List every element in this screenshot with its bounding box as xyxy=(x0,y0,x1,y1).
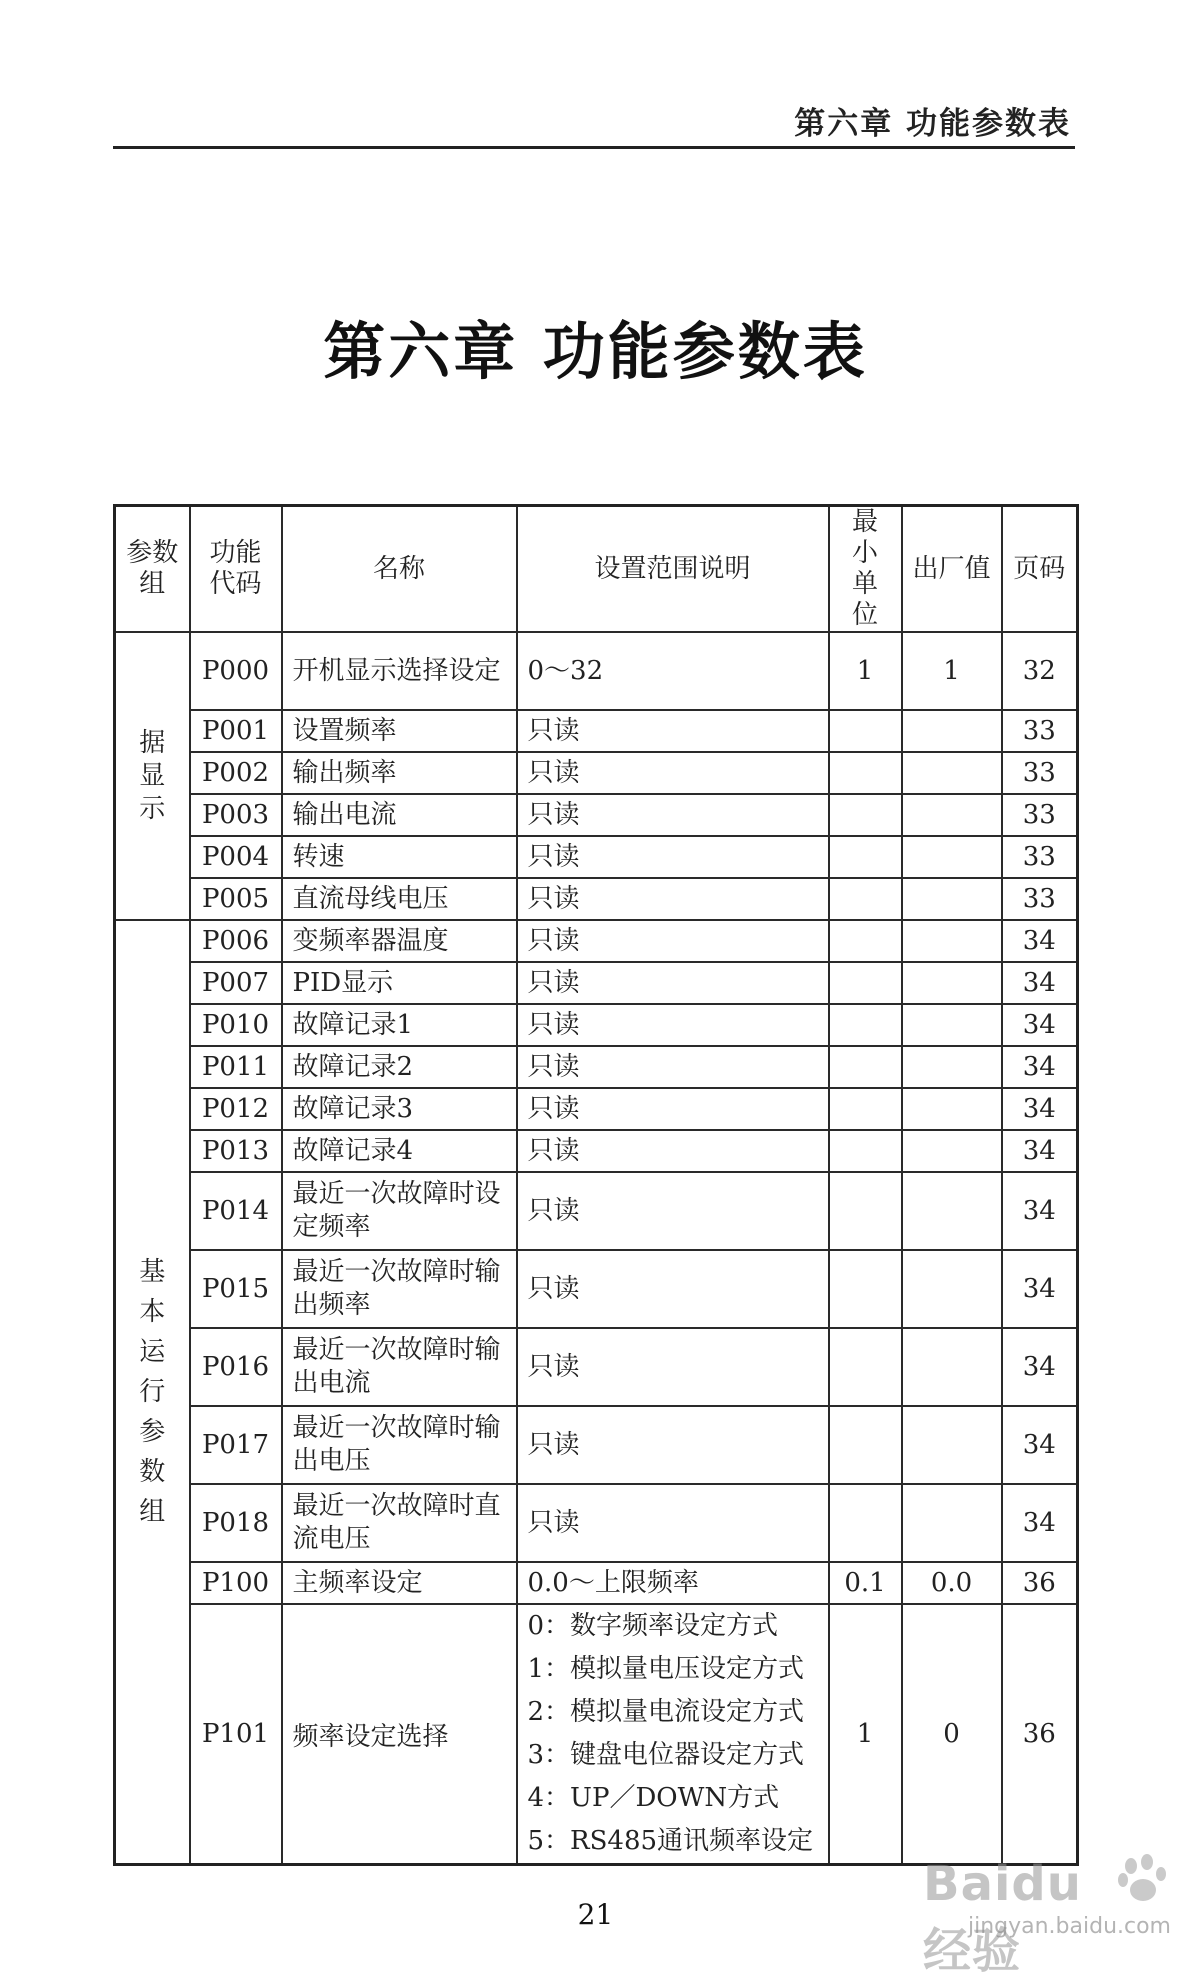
default-cell xyxy=(902,1130,1002,1172)
range-cell: 只读 xyxy=(517,836,829,878)
default-cell xyxy=(902,1250,1002,1328)
min-unit-cell xyxy=(829,1406,902,1484)
header-group: 参数组 xyxy=(115,506,190,633)
header-name: 名称 xyxy=(282,506,517,633)
paw-icon xyxy=(1113,1850,1173,1910)
chapter-title: 第六章 功能参数表 xyxy=(323,315,868,388)
default-cell xyxy=(902,1406,1002,1484)
default-cell xyxy=(902,836,1002,878)
min-unit-cell xyxy=(829,1172,902,1250)
table-row xyxy=(115,1484,1078,1562)
name-cell: 故障记录3 xyxy=(282,1088,517,1130)
table-row xyxy=(115,1088,1078,1130)
code-cell: P018 xyxy=(190,1484,282,1562)
name-cell: 变频率器温度 xyxy=(282,920,517,962)
page-cell: 36 xyxy=(1002,1562,1078,1604)
min-unit-cell xyxy=(829,1130,902,1172)
code-cell: P006 xyxy=(190,920,282,962)
table-row xyxy=(115,878,1078,920)
page-cell: 34 xyxy=(1002,1130,1078,1172)
table-row xyxy=(115,752,1078,794)
min-unit-cell xyxy=(829,962,902,1004)
code-cell: P002 xyxy=(190,752,282,794)
name-cell: 最近一次故障时直流电压 xyxy=(282,1484,517,1562)
page-cell: 34 xyxy=(1002,1088,1078,1130)
header-rule xyxy=(113,146,1075,149)
table-row xyxy=(115,920,1078,962)
group-label-display: 据显示 xyxy=(139,727,166,824)
default-cell xyxy=(902,1172,1002,1250)
range-cell: 只读 xyxy=(517,752,829,794)
header-default: 出厂值 xyxy=(902,506,1002,633)
default-cell: 0.0 xyxy=(902,1562,1002,1604)
min-unit-cell xyxy=(829,920,902,962)
table-row xyxy=(115,794,1078,836)
range-option: 4：UP／DOWN方式 xyxy=(527,1783,780,1813)
code-cell: P017 xyxy=(190,1406,282,1484)
default-cell xyxy=(902,1484,1002,1562)
range-cell: 只读 xyxy=(517,920,829,962)
page-number: 21 xyxy=(577,1898,614,1931)
header-page: 页码 xyxy=(1002,506,1078,633)
range-cell: 只读 xyxy=(517,1328,829,1406)
watermark-url: jingyan.baidu.com xyxy=(967,1914,1171,1939)
range-cell: 只读 xyxy=(517,1130,829,1172)
page-cell: 34 xyxy=(1002,1046,1078,1088)
min-unit-cell xyxy=(829,1046,902,1088)
range-cell: 只读 xyxy=(517,1250,829,1328)
name-cell: PID显示 xyxy=(282,962,517,1004)
name-cell: 最近一次故障时输出电流 xyxy=(282,1328,517,1406)
range-option: 2：模拟量电流设定方式 xyxy=(527,1697,805,1727)
min-unit-cell xyxy=(829,1328,902,1406)
table-row xyxy=(115,1004,1078,1046)
code-cell: P014 xyxy=(190,1172,282,1250)
range-cell: 只读 xyxy=(517,1172,829,1250)
name-cell: 故障记录4 xyxy=(282,1130,517,1172)
name-cell: 直流母线电压 xyxy=(282,878,517,920)
group-label-basic: 基本运行参数组 xyxy=(139,1257,166,1527)
name-cell: 最近一次故障时输出电压 xyxy=(282,1406,517,1484)
default-cell xyxy=(902,710,1002,752)
group-cell-display xyxy=(115,632,190,920)
table-row xyxy=(115,1562,1078,1604)
page-cell: 34 xyxy=(1002,920,1078,962)
code-cell: P016 xyxy=(190,1328,282,1406)
page-cell: 34 xyxy=(1002,962,1078,1004)
table-row xyxy=(115,1604,1078,1865)
default-cell xyxy=(902,794,1002,836)
min-unit-cell xyxy=(829,1484,902,1562)
page-cell: 34 xyxy=(1002,1250,1078,1328)
range-cell: 只读 xyxy=(517,1004,829,1046)
default-cell xyxy=(902,1046,1002,1088)
range-option: 0：数字频率设定方式 xyxy=(527,1611,779,1641)
code-cell: P005 xyxy=(190,878,282,920)
code-cell: P013 xyxy=(190,1130,282,1172)
range-option: 1：模拟量电压设定方式 xyxy=(527,1654,805,1684)
min-unit-cell xyxy=(829,1250,902,1328)
range-options-cell xyxy=(517,1604,829,1865)
min-unit-cell xyxy=(829,752,902,794)
table-row xyxy=(115,1130,1078,1172)
min-unit-cell xyxy=(829,878,902,920)
name-cell: 频率设定选择 xyxy=(282,1604,517,1865)
default-cell xyxy=(902,962,1002,1004)
name-cell: 输出频率 xyxy=(282,752,517,794)
range-cell: 0～32 xyxy=(517,632,829,710)
code-cell: P007 xyxy=(190,962,282,1004)
min-unit-cell xyxy=(829,1004,902,1046)
code-cell: P012 xyxy=(190,1088,282,1130)
table-row xyxy=(115,1046,1078,1088)
page-cell: 34 xyxy=(1002,1172,1078,1250)
default-cell xyxy=(902,1004,1002,1046)
page-cell: 34 xyxy=(1002,1328,1078,1406)
name-cell: 故障记录2 xyxy=(282,1046,517,1088)
code-cell: P010 xyxy=(190,1004,282,1046)
page-cell: 34 xyxy=(1002,1406,1078,1484)
parameter-table xyxy=(113,504,1079,1866)
page-cell: 33 xyxy=(1002,710,1078,752)
range-cell: 只读 xyxy=(517,1406,829,1484)
page-cell: 33 xyxy=(1002,752,1078,794)
page-cell: 33 xyxy=(1002,836,1078,878)
range-cell: 只读 xyxy=(517,710,829,752)
table-row xyxy=(115,1328,1078,1406)
name-cell: 故障记录1 xyxy=(282,1004,517,1046)
header-code: 功能代码 xyxy=(190,506,282,633)
range-cell: 只读 xyxy=(517,1046,829,1088)
page-cell: 34 xyxy=(1002,1004,1078,1046)
code-cell: P100 xyxy=(190,1562,282,1604)
default-cell xyxy=(902,878,1002,920)
range-cell: 只读 xyxy=(517,962,829,1004)
min-unit-cell: 1 xyxy=(829,632,902,710)
range-option: 5：RS485通讯频率设定 xyxy=(527,1826,814,1856)
code-cell: P000 xyxy=(190,632,282,710)
page-cell: 33 xyxy=(1002,794,1078,836)
name-cell: 最近一次故障时设定频率 xyxy=(282,1172,517,1250)
header-min-unit: 最小单位 xyxy=(829,506,902,633)
table-row xyxy=(115,1250,1078,1328)
range-cell: 只读 xyxy=(517,1088,829,1130)
code-cell: P015 xyxy=(190,1250,282,1328)
name-cell: 最近一次故障时输出频率 xyxy=(282,1250,517,1328)
watermark-logo: Baidu经验 xyxy=(923,1856,1082,1979)
min-unit-cell: 0.1 xyxy=(829,1562,902,1604)
code-cell: P001 xyxy=(190,710,282,752)
range-cell: 只读 xyxy=(517,794,829,836)
range-option: 3：键盘电位器设定方式 xyxy=(527,1740,805,1770)
header-range: 设置范围说明 xyxy=(517,506,829,633)
default-cell xyxy=(902,752,1002,794)
code-cell: P011 xyxy=(190,1046,282,1088)
default-cell: 0 xyxy=(902,1604,1002,1865)
min-unit-cell xyxy=(829,1088,902,1130)
watermark xyxy=(923,1850,1173,1979)
range-cell: 只读 xyxy=(517,1484,829,1562)
name-cell: 设置频率 xyxy=(282,710,517,752)
group-cell-basic xyxy=(115,920,190,1865)
table-row xyxy=(115,632,1078,710)
table-header-row xyxy=(115,506,1078,633)
table-row xyxy=(115,1172,1078,1250)
page-cell: 34 xyxy=(1002,1484,1078,1562)
code-cell: P004 xyxy=(190,836,282,878)
min-unit-cell: 1 xyxy=(829,1604,902,1865)
default-cell xyxy=(902,1088,1002,1130)
name-cell: 转速 xyxy=(282,836,517,878)
default-cell: 1 xyxy=(902,632,1002,710)
default-cell xyxy=(902,920,1002,962)
table-row xyxy=(115,836,1078,878)
running-header: 第六章 功能参数表 xyxy=(794,106,1071,142)
code-cell: P003 xyxy=(190,794,282,836)
name-cell: 开机显示选择设定 xyxy=(282,632,517,710)
min-unit-cell xyxy=(829,836,902,878)
page-cell: 32 xyxy=(1002,632,1078,710)
page-cell: 33 xyxy=(1002,878,1078,920)
table-row xyxy=(115,962,1078,1004)
range-cell: 0.0～上限频率 xyxy=(517,1562,829,1604)
table-row xyxy=(115,710,1078,752)
min-unit-cell xyxy=(829,794,902,836)
name-cell: 主频率设定 xyxy=(282,1562,517,1604)
page-cell: 36 xyxy=(1002,1604,1078,1865)
min-unit-cell xyxy=(829,710,902,752)
table-row xyxy=(115,1406,1078,1484)
default-cell xyxy=(902,1328,1002,1406)
name-cell: 输出电流 xyxy=(282,794,517,836)
range-cell: 只读 xyxy=(517,878,829,920)
code-cell: P101 xyxy=(190,1604,282,1865)
